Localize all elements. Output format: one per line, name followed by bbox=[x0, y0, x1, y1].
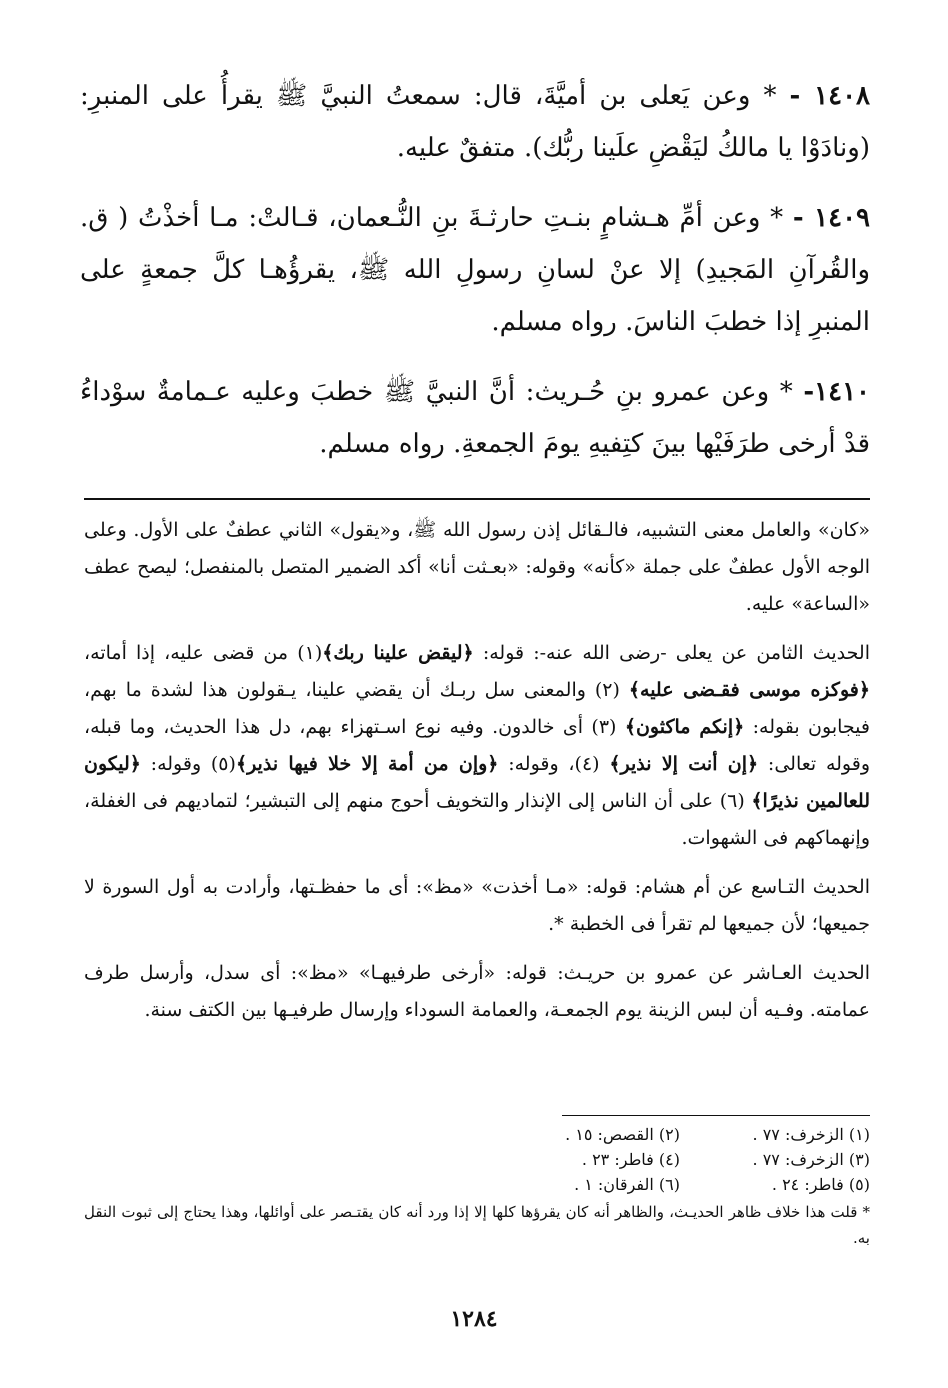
footnote-divider bbox=[562, 1115, 870, 1116]
commentary-text: (٤)، وقوله: bbox=[508, 753, 600, 775]
hadith-1408 bbox=[80, 70, 870, 174]
footnote-row bbox=[84, 1122, 870, 1147]
quran-quote: ﴿إنكم ماكثون﴾ bbox=[624, 716, 745, 738]
footnote-item: (٢) القصص: ١٥ . bbox=[565, 1125, 680, 1144]
footnote-remark: * قلت هذا خلاف ظاهر الحديـث، والظاهر أنه كان يقرؤها كلها إلا إذا ورد أنه كان يقتـصر على أوائلها، وهذا يحتاج إلى ثبوت النقل به. bbox=[84, 1203, 870, 1247]
footnote-item: (٤) فاطر: ٢٣ . bbox=[581, 1150, 680, 1169]
quran-quote: ﴿ليكون للعالمين نذيرًا﴾ bbox=[84, 753, 870, 812]
hadith-text: * وعن يَعلى بن أميَّةَ، قال: سمعتُ النبيَّ ﷺ يقرأُ على المنبرِ: (ونادَوْا يا مالكُ ليَقْضِ علَينا ربُّك). متفقٌ عليه. bbox=[80, 81, 870, 163]
footnote-item: (١) الزخرف: ٧٧ . bbox=[752, 1125, 870, 1144]
commentary-text: (٣) أى خالدون. وفيه نوع اسـتهزاء بهم، دل هذا الحديث، وما قبله، وقوله تعالى: bbox=[84, 716, 870, 775]
commentary-paragraph-1: «كان» والعامل معنى التشبيه، فالـقائل إذن رسول الله ﷺ، و«يقول» الثاني عطفٌ على الأول. وعلى الوجه الأول عطفٌ على جملة «كأنه» وقوله: «بعـثت أنا» أكد الضمير المتصل بالمنفصل؛ ليصح عطف «الساعة» عليه. bbox=[84, 519, 870, 615]
hadith-1410 bbox=[80, 366, 870, 470]
page-number: ١٢٨٤ bbox=[450, 1306, 498, 1332]
section-divider bbox=[84, 498, 870, 500]
quran-quote: ﴿وإن من أمة إلا خلا فيها نذير﴾ bbox=[235, 753, 499, 775]
hadith-1409 bbox=[80, 192, 870, 348]
commentary-paragraph-3: الحديث التـاسع عن أم هشام: قوله: «مـا أخذت» «مظ»: أى ما حفظـتها، وأرادت به أول السورة لا جميعها؛ لأن جميعها لم تقرأ فى الخطبة *. bbox=[84, 876, 870, 935]
footnote-row bbox=[84, 1172, 870, 1197]
commentary-paragraph-2 bbox=[84, 635, 870, 857]
footnote-item: (٦) الفرقان: ١ . bbox=[574, 1175, 680, 1194]
commentary-paragraph-4: الحديث العـاشر عن عمرو بن حريـث: قوله: «أرخى طرفيهـا» «مظ»: أى سدل، وأرسل طرف عمامته. وفـيه أن لبس الزينة يوم الجمعـة، والعمامة السوداء وإرسال طرفيـها بين الكتف سنة. bbox=[84, 962, 870, 1021]
footnote-item: (٣) الزخرف: ٧٧ . bbox=[752, 1150, 870, 1169]
hadith-number: ١٤١٠- bbox=[803, 377, 870, 407]
commentary-text: (١) من قضى عليه، إذا أماته، bbox=[84, 642, 323, 664]
commentary-section bbox=[84, 512, 870, 1041]
hadith-text: * وعن عمرو بنِ حُـريث: أنَّ النبيَّ ﷺ خطبَ وعليه عـمامةٌ سوْداءُ قدْ أرخى طرَفَيْها بينَ كتِفيهِ يومَ الجمعةِ. رواه مسلم. bbox=[80, 377, 870, 459]
footnote-item: (٥) فاطر: ٢٤ . bbox=[771, 1175, 870, 1194]
hadith-section bbox=[80, 70, 870, 488]
footnotes bbox=[84, 1122, 870, 1251]
hadith-number: ١٤٠٩ - bbox=[792, 203, 870, 233]
commentary-text: (٢) والمعنى سل ربـك أن يقضي علينا، يـقولون هذا لشدة ما بهم، فيجابون بقوله: bbox=[84, 679, 870, 738]
footnote-row bbox=[84, 1147, 870, 1172]
quran-quote: ﴿ليقض علينا ربك﴾ bbox=[322, 642, 474, 664]
commentary-text: الحديث الثامن عن يعلى -رضى الله عنه-: قوله: bbox=[482, 642, 870, 664]
commentary-text: (٦) على أن الناس إلى الإنذار والتخويف أحوج منهم إلى التبشير؛ لتماديهم فى الغفلة، وإنهماكهم فى الشهوات. bbox=[84, 790, 870, 849]
quran-quote: ﴿فوكزه موسى فقـضى عليه﴾ bbox=[628, 679, 870, 701]
hadith-text: * وعن أمِّ هـشامٍ بنـتِ حارثـةَ بنِ النُّـعمان، قـالتْ: مـا أخذْتُ ( ق. والقُرآنِ المَجيدِ) إلا عنْ لسانِ رسولِ الله ﷺ، يقرؤُهـا كلَّ جمعةٍ على المنبرِ إذا خطبَ الناسَ. رواه مسلم. bbox=[80, 203, 870, 337]
hadith-number: ١٤٠٨ - bbox=[789, 81, 871, 111]
quran-quote: ﴿إن أنت إلا نذير﴾ bbox=[609, 753, 759, 775]
commentary-text: (٥) وقوله: bbox=[150, 753, 236, 775]
